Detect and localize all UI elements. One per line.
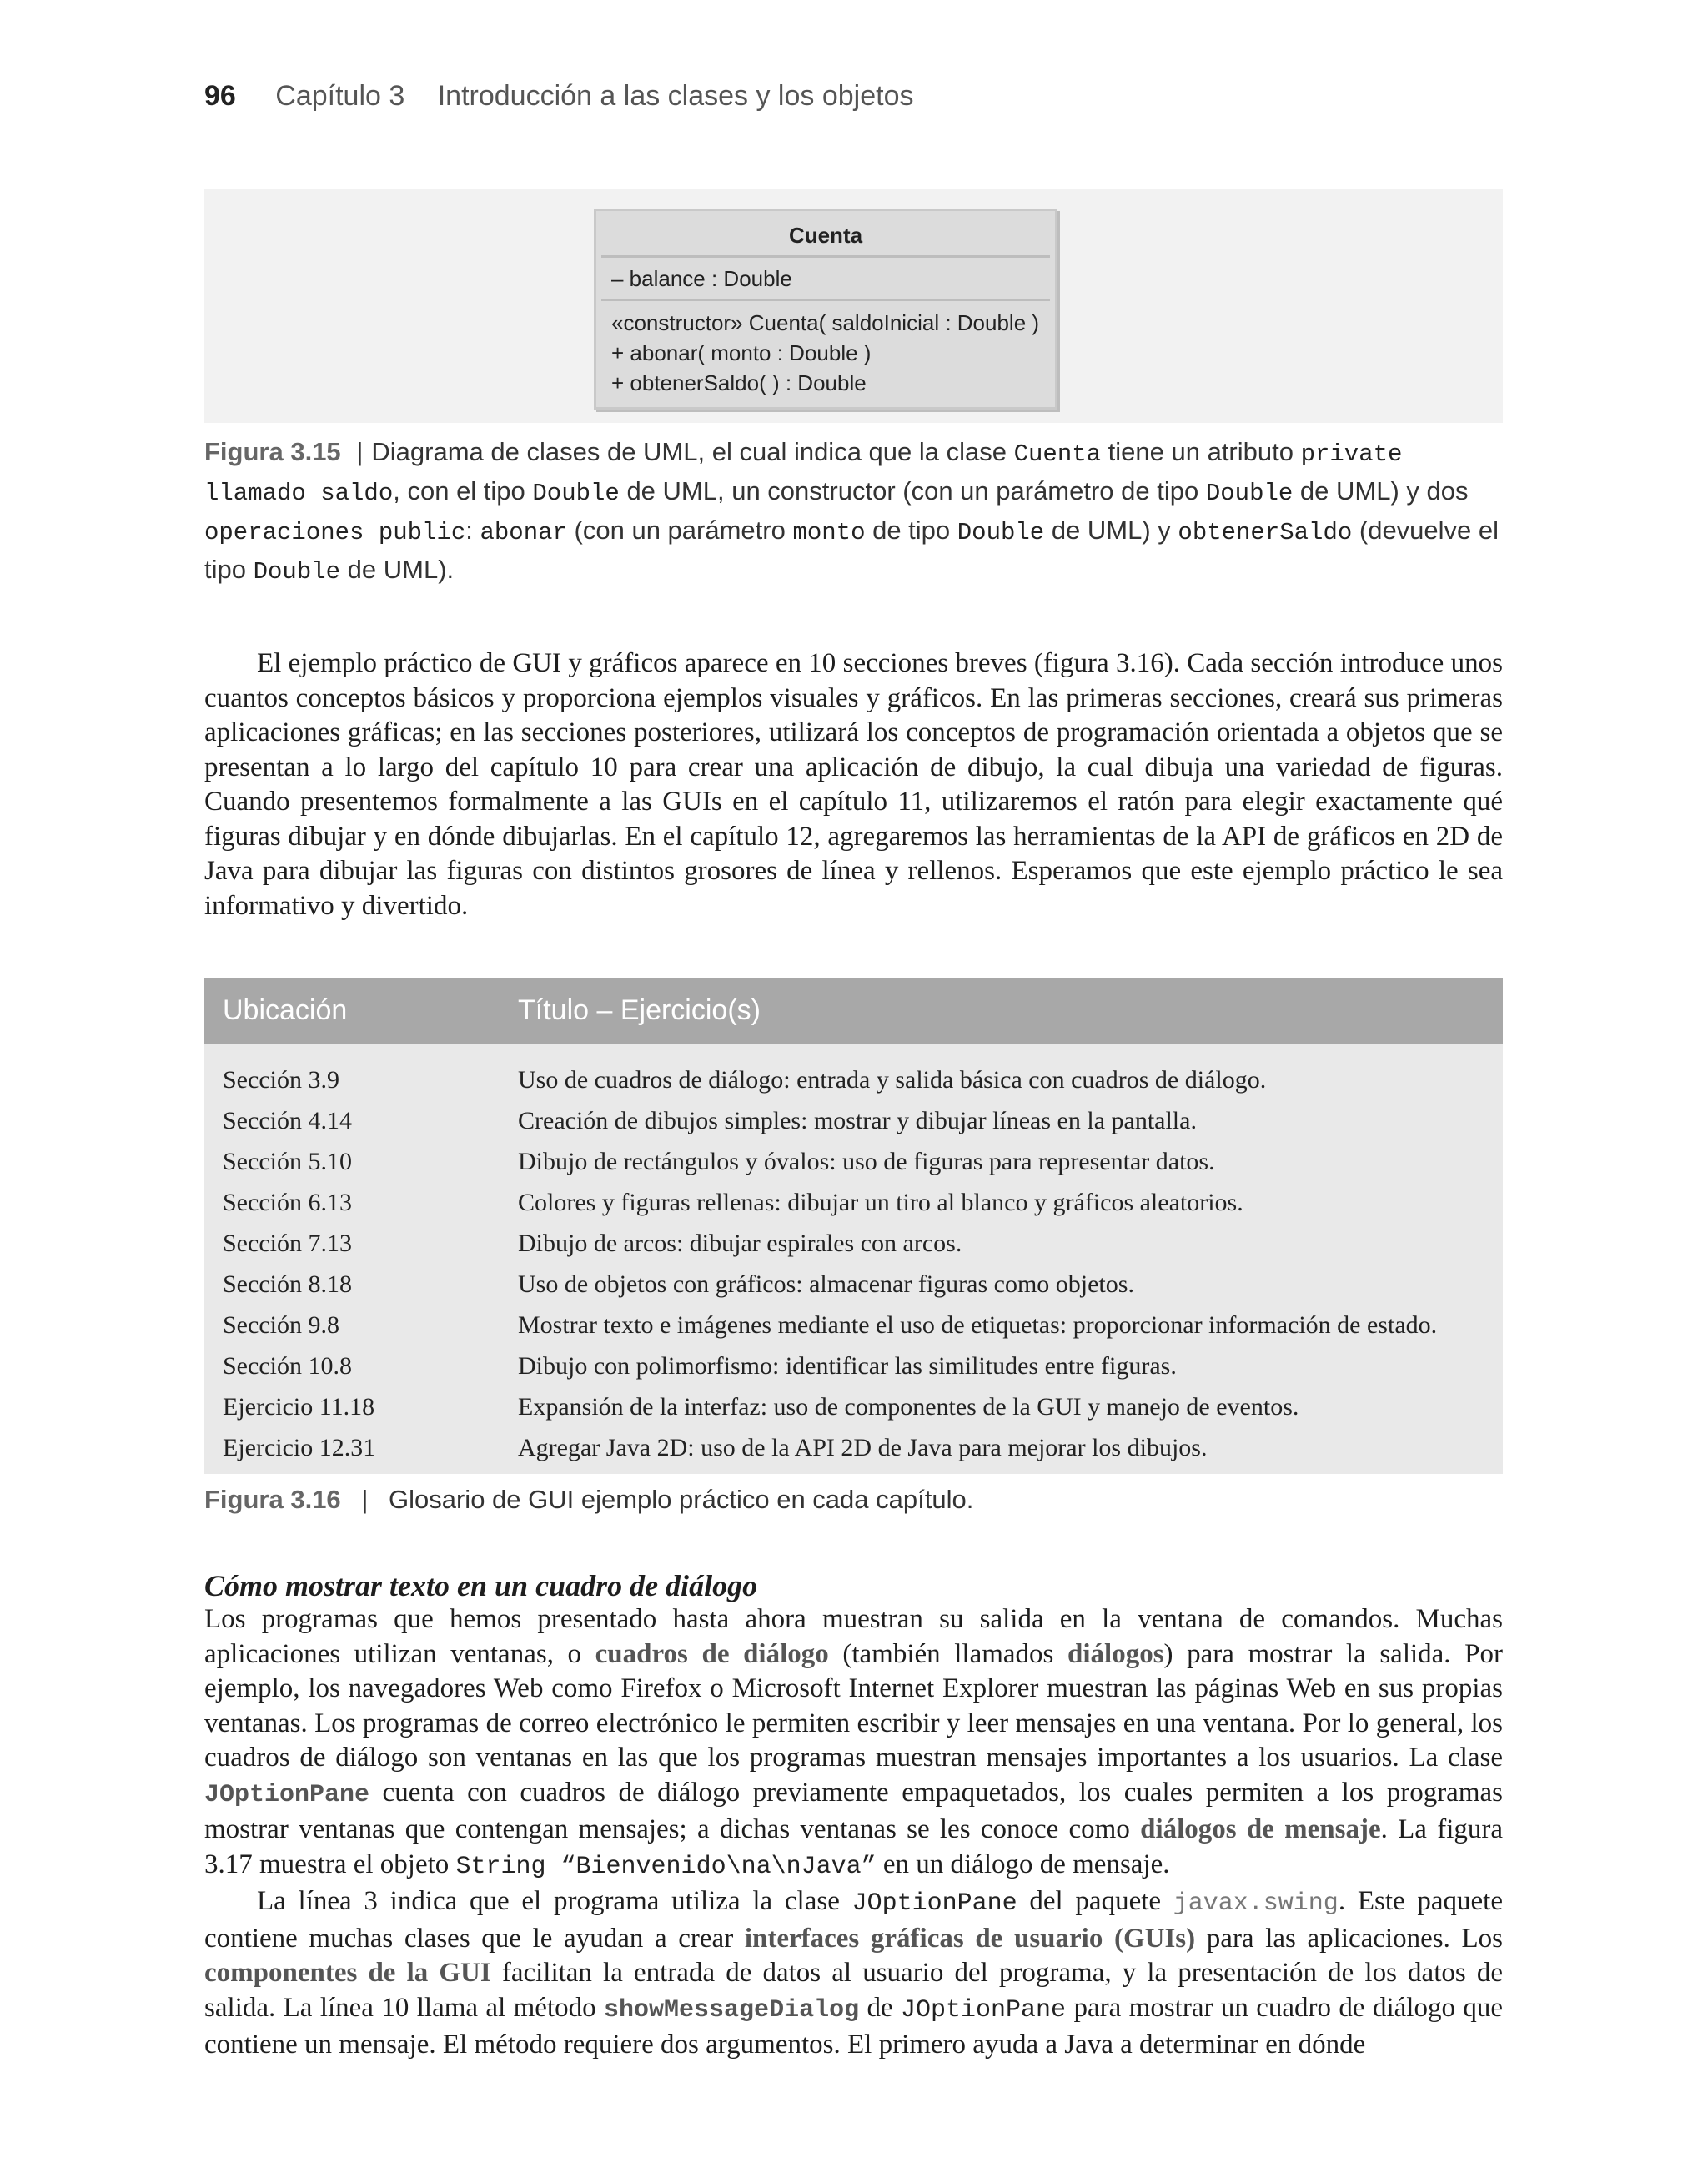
uml-figure-panel xyxy=(204,189,1503,423)
table-row: Sección 9.8 Mostrar texto e imágenes mediante el uso de etiquetas: proporcionar información de estado. xyxy=(223,1311,1438,1339)
table-body xyxy=(204,1044,1503,1470)
figure-label: Figura 3.16 xyxy=(204,1485,341,1514)
table-row: Sección 7.13 Dibujo de arcos: dibujar espirales con arcos. xyxy=(223,1230,962,1257)
column-header-title: Título – Ejercicio(s) xyxy=(518,994,761,1026)
uml-operation: «constructor» Cuenta( saldoInicial : Double ) xyxy=(611,310,1040,335)
figure-caption-text: Glosario de GUI ejemplo práctico en cada capítulo. xyxy=(389,1485,974,1514)
figure-3-16-caption xyxy=(204,1481,1505,1518)
table-row: Sección 5.10 Dibujo de rectángulos y óvalos: uso de figuras para representar datos. xyxy=(223,1148,1215,1175)
uml-operation: + abonar( monto : Double ) xyxy=(611,340,872,365)
column-header-location: Ubicación xyxy=(223,994,348,1026)
table-row: Sección 4.14 Creación de dibujos simples: mostrar y dibujar líneas en la pantalla. xyxy=(223,1107,1197,1134)
table-row: Sección 8.18 Uso de objetos con gráficos: almacenar figuras como objetos. xyxy=(223,1270,1134,1298)
table-row: Sección 3.9 Uso de cuadros de diálogo: entrada y salida básica con cuadros de diálogo. xyxy=(223,1066,1267,1094)
table-row: Ejercicio 12.31 Agregar Java 2D: uso de la API 2D de Java para mejorar los dibujos. xyxy=(223,1434,1208,1461)
table-row: Ejercicio 11.18 Expansión de la interfaz: uso de componentes de la GUI y manejo de eventos. xyxy=(223,1393,1299,1421)
figure-3-15-caption: Figura 3.15 | Diagrama de clases de UML, el cual indica que la clase Cuenta tiene un atributo private llamado saldo, con el tipo Double de UML, un constructor (con un parámetro de tipo Double de UML) y dos operaciones public: abonar (con un parámetro monto de tipo Double de UML) y obtenerSaldo (devuelve el tipo Double de UML). xyxy=(204,437,1500,586)
chapter-title: Introducción a las clases y los objetos xyxy=(437,80,914,112)
uml-class-name: Cuenta xyxy=(601,211,1050,258)
uml-operation: + obtenerSaldo( ) : Double xyxy=(611,370,867,395)
section-paragraph-1: Los programas que hemos presentado hasta ahora muestran su salida en la ventana de comandos. Muchas aplicaciones utilizan ventanas, o cuadros de diálogo (también llamados diálogos) para mostrar la salida. Por ejemplo, los navegadores Web como Firefox o Microsoft Internet Explorer muestran las páginas Web en sus propias ventanas. Los programas de correo electrónico le permiten escribir y leer mensajes en una ventana. Por lo general, los cuadros de diálogo son ventanas en las que los programas muestran mensajes importantes a los usuarios. La clase JOptionPane cuenta con cuadros de diálogo previamente empaquetados, los cuales permiten a los programas mostrar ventanas que contengan mensajes; a dichas ventanas se les conoce como diálogos de mensaje. La figura 3.17 muestra el objeto String “Bienvenido\na\nJava” en un diálogo de mensaje. xyxy=(204,1604,1503,1881)
table-row: Sección 10.8 Dibujo con polimorfismo: identificar las similitudes entre figuras. xyxy=(223,1352,1177,1380)
uml-operations xyxy=(601,301,1050,405)
page-number: 96 xyxy=(204,80,236,112)
intro-paragraph: El ejemplo práctico de GUI y gráficos aparece en 10 secciones breves (figura 3.16). Cada sección introduce unos cuantos conceptos básicos y proporciona ejemplos visuales y gráficos. En las primeras secciones, creará sus primeras aplicaciones gráficas; en las secciones posteriores, utilizará los conceptos de programación orientada a objetos que se presentan a lo largo del capítulo 10 para crear una aplicación de dibujo, la cual dibuja una variedad de figuras. Cuando presentemos formalmente a las GUIs en el capítulo 11, utilizaremos el ratón para elegir exactamente qué figuras dibujar y en dónde dibujarlas. En el capítulo 12, agregaremos las herramientas de la API de gráficos en 2D de Java para dibujar las figuras con distintos grosores de línea y rellenos. Esperamos que este ejemplo práctico le sea informativo y divertido. xyxy=(204,648,1503,921)
table-row: Sección 6.13 Colores y figuras rellenas: dibujar un tiro al blanco y gráficos aleatorios. xyxy=(223,1189,1243,1216)
section-heading: Cómo mostrar texto en un cuadro de diálogo xyxy=(204,1569,758,1602)
figure-label: Figura 3.15 xyxy=(204,437,341,466)
section-paragraph-2: La línea 3 indica que el programa utiliza la clase JOptionPane del paquete javax.swing. Este paquete contiene muchas clases que le ayudan a crear interfaces gráficas de usuario (GUIs) para las aplicaciones. Los componentes de la GUI facilitan la entrada de datos al usuario del programa, y la presentación de los datos de salida. La línea 10 llama al método showMessageDialog de JOptionPane para mostrar un cuadro de diálogo que contiene un mensaje. El método requiere dos argumentos. El primero ayuda a Java a determinar en dónde xyxy=(204,1886,1503,2060)
chapter-label: Capítulo 3 xyxy=(275,80,405,112)
caption-separator: | xyxy=(361,1485,369,1514)
section-body xyxy=(204,1602,1503,2063)
uml-attribute: – balance : Double xyxy=(601,258,1050,301)
gui-case-study-table xyxy=(204,978,1503,1474)
table-header xyxy=(204,978,1503,1044)
uml-class-box xyxy=(594,209,1057,410)
caption-separator: | xyxy=(356,437,364,466)
running-head xyxy=(204,80,913,113)
